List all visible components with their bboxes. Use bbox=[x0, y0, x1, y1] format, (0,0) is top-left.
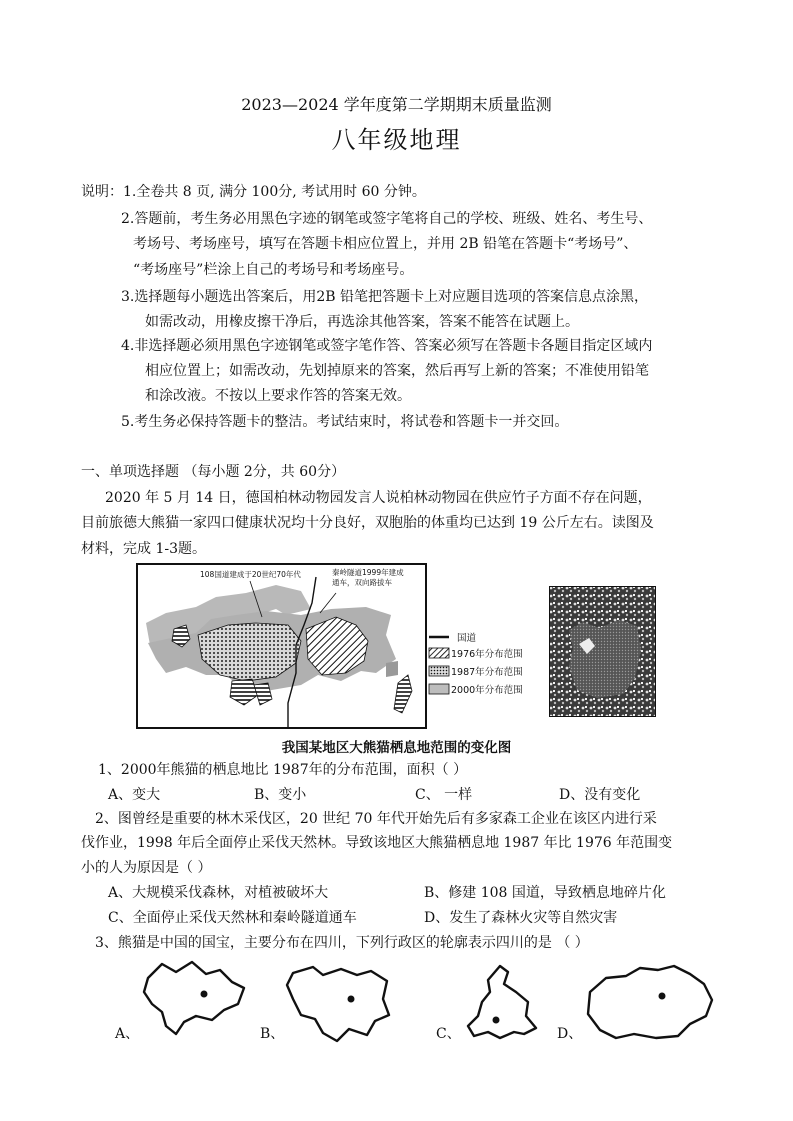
annotation-108-road: 108国道建成于20世纪70年代 bbox=[200, 570, 301, 579]
instructions-label: 说明： bbox=[81, 184, 123, 200]
province-outline-a bbox=[140, 958, 252, 1040]
q1-option-d: D、没有变化 bbox=[559, 787, 641, 803]
instruction-line: 3.选择题每小题选出答案后，用2B 铅笔把答题卡上对应题目选项的答案信息点涂黑， bbox=[121, 289, 649, 305]
legend-swatch-2000 bbox=[429, 684, 449, 694]
habitat-map bbox=[136, 563, 427, 729]
q2-option-c: C、全面停止采伐天然林和秦岭隧道通车 bbox=[108, 910, 357, 926]
capital-dot bbox=[201, 991, 208, 998]
legend-swatch-1976 bbox=[429, 648, 449, 658]
outline-shape bbox=[588, 966, 712, 1038]
province-outline-c bbox=[460, 962, 540, 1044]
question-2-cont: 小的人为原因是（ ） bbox=[81, 860, 212, 876]
outline-shape bbox=[468, 966, 536, 1038]
q1-option-b: B、变小 bbox=[254, 787, 307, 803]
q3-option-d: D、 bbox=[557, 1026, 583, 1042]
exam-year-title: 2023—2024 学年度第二学期期末质量监测 bbox=[241, 95, 552, 114]
question-3: 3、熊猫是中国的国宝，主要分布在四川，下列行政区的轮廓表示四川的是 （ ） bbox=[95, 935, 589, 951]
annotation-tunnel: 秦岭隧道1999年建成 bbox=[332, 568, 404, 577]
annotation-tunnel: 通车，双向路拔车 bbox=[332, 578, 392, 587]
q3-option-a: A、 bbox=[115, 1026, 140, 1042]
panda-photo bbox=[549, 586, 656, 717]
capital-dot bbox=[348, 996, 355, 1003]
instruction-line: 2.答题前，考生务必用黑色字迹的钢笔或签字笔将自己的学校、班级、姓名、考生号、 bbox=[121, 211, 653, 227]
intro-line: 目前旅德大熊猫一家四口健康状况均十分良好，双胞胎的体重均已达到 19 公斤左右。读图及 bbox=[81, 515, 654, 531]
q2-option-b: B、修建 108 国道，导致栖息地碎片化 bbox=[424, 885, 666, 901]
q2-option-a: A、大规模采伐森林，对植被破坏大 bbox=[108, 885, 329, 901]
question-1: 1、2000年熊猫的栖息地比 1987年的分布范围，面积（ ） bbox=[98, 762, 468, 778]
instruction-line: 5.考生务必保持答题卡的整洁。考试结束时，将试卷和答题卡一并交回。 bbox=[121, 414, 569, 430]
exam-main-title: 八年级地理 bbox=[331, 126, 462, 154]
q1-option-c: C、 一样 bbox=[415, 787, 473, 803]
instruction-line: 4.非选择题必须用黑色字迹钢笔或签字笔作答、答案必须写在答题卡各题目指定区域内 bbox=[121, 338, 653, 354]
province-outline-d bbox=[580, 962, 716, 1044]
capital-dot bbox=[493, 1017, 500, 1024]
legend-label: 1976年分布范围 bbox=[451, 649, 523, 660]
outline-shape bbox=[287, 967, 389, 1041]
legend-label: 2000年分布范围 bbox=[451, 685, 523, 696]
habitat-fragment bbox=[386, 661, 398, 677]
legend-label: 1987年分布范围 bbox=[451, 667, 523, 678]
instruction-line: 如需改动，用橡皮擦干净后，再选涂其他答案，答案不能答在试题上。 bbox=[145, 314, 579, 330]
q1-option-a: A、变大 bbox=[108, 787, 161, 803]
q3-option-b: B、 bbox=[260, 1026, 285, 1042]
instruction-line: 和涂改液。不按以上要求作答的答案无效。 bbox=[145, 388, 411, 404]
legend-swatch-1987 bbox=[429, 666, 449, 676]
outline-shape bbox=[144, 962, 244, 1034]
map-legend bbox=[427, 630, 543, 702]
instruction-line: 相应位置上；如需改动，先划掉原来的答案，然后再写上新的答案；不准使用铅笔 bbox=[145, 363, 649, 379]
instruction-line: “考场座号”栏涂上自己的考场号和考场座号。 bbox=[133, 262, 414, 278]
figure-caption: 我国某地区大熊猫栖息地范围的变化图 bbox=[281, 740, 512, 756]
instruction-line: 1.全卷共 8 页, 满分 100分, 考试用时 60 分钟。 bbox=[123, 184, 426, 200]
intro-line: 材料，完成 1-3题。 bbox=[81, 541, 206, 557]
question-2: 2、图曾经是重要的林木采伐区，20 世纪 70 年代开始先后有多家森工企业在该区内进行采 bbox=[95, 811, 657, 827]
section-title: 一、单项选择题 （每小题 2分，共 60分） bbox=[81, 464, 346, 480]
intro-line: 2020 年 5 月 14 日，德国柏林动物园发言人说柏林动物园在供应竹子方面不存在问题， bbox=[105, 490, 652, 506]
instruction-line: 考场号、考场座号，填写在答题卡相应位置上，并用 2B 铅笔在答题卡“考场号”、 bbox=[133, 236, 638, 252]
legend-label: 国道 bbox=[457, 633, 477, 644]
question-2-cont: 伐作业，1998 年后全面停止采伐天然林。导致该地区大熊猫栖息地 1987 年比 1976 年范围变 bbox=[81, 835, 673, 851]
q2-option-d: D、发生了森林火灾等自然灾害 bbox=[424, 910, 618, 926]
province-outline-b bbox=[283, 963, 395, 1047]
q3-option-c: C、 bbox=[436, 1026, 461, 1042]
capital-dot bbox=[659, 993, 666, 1000]
